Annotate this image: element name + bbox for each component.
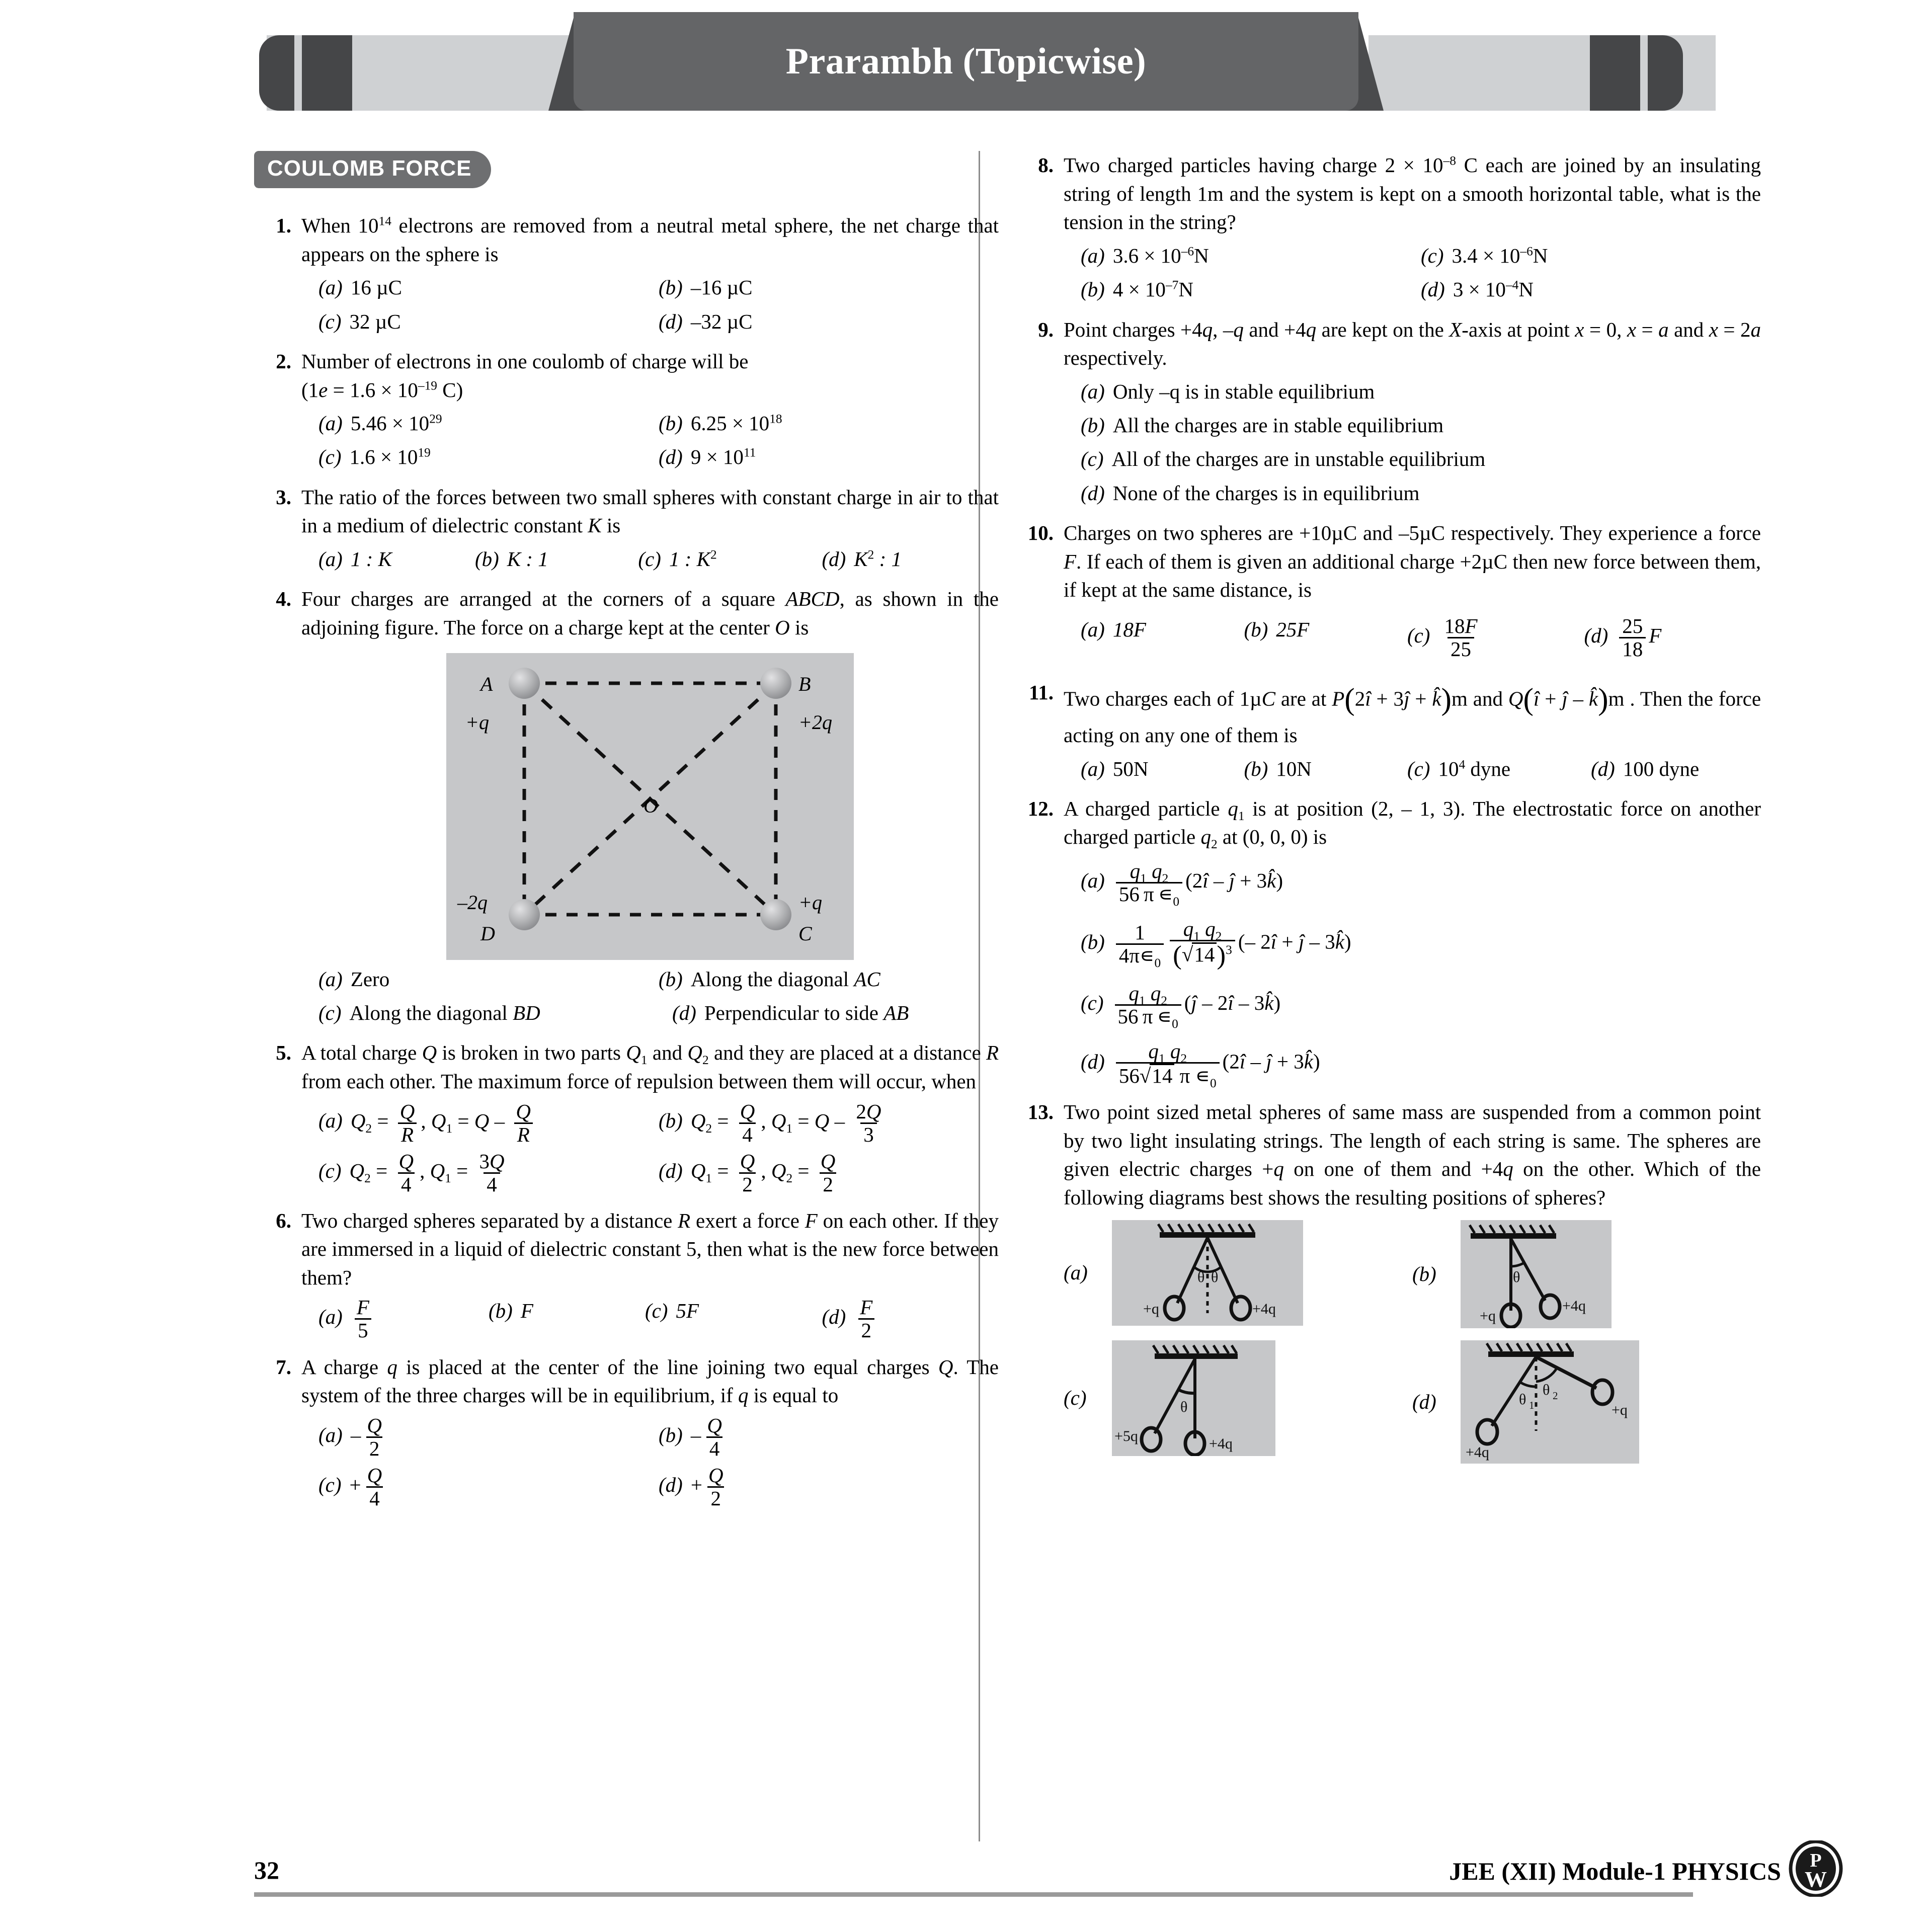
svg-text:+q: +q <box>1480 1307 1496 1324</box>
option-row <box>301 1101 999 1146</box>
question-text: Number of electrons in one coulomb of charge will be ($1e = 1.6 \times 10^{-19}$ C) (a) $5.46 \times 10^{29}$ (b) $6.25 \times 10^{18}$ (c) $1.6 \times 10^{19}$ (d) $9 \times 10^{11}$ <box>301 347 999 472</box>
options <box>1064 377 1761 508</box>
option-label: (a) <box>318 276 343 299</box>
svg-text:1: 1 <box>1529 1399 1535 1411</box>
option-label: (d) <box>659 1159 683 1182</box>
svg-text:θ: θ <box>1543 1381 1550 1398</box>
svg-text:+q: +q <box>1612 1401 1628 1418</box>
options <box>1064 615 1761 660</box>
options <box>301 545 999 574</box>
option-value: All the charges are in stable equilibrium <box>1112 414 1444 437</box>
diagram-cell-c <box>1064 1340 1412 1456</box>
vertex-label-A: A <box>480 672 493 695</box>
question-2 <box>254 347 999 472</box>
option-label: (c) <box>1407 623 1430 647</box>
option-c[interactable] <box>1407 755 1591 783</box>
option-value: $Q_2$ = $\frac{Q}{R}$ , $Q_1 = Q$ – $\frac{Q}{R}$ <box>351 1101 537 1146</box>
question-number: 5. <box>276 1041 291 1065</box>
option-value: $1.6 \times 10^{19}$ <box>349 445 431 469</box>
option-a[interactable] <box>301 1101 659 1146</box>
option-value: 5F <box>676 1299 699 1323</box>
pendulum-figure-b <box>1461 1220 1612 1328</box>
question-text: Charges on two spheres are +10µC and –5µC respectively. They experience a force F. If each of them is given an additional charge +2µC then new force between them, if kept at the same distance, is (a) 18F (b) 25F (c) $\frac{18F}{25}$ (d) $\frac{25}{18}$ F <box>1064 521 1761 661</box>
svg-text:+4q: +4q <box>1562 1297 1586 1314</box>
option-a[interactable] <box>1064 755 1244 783</box>
option-label: (b) <box>1081 414 1105 437</box>
svg-text:+4q: +4q <box>1466 1443 1489 1461</box>
option-label: (a) <box>318 1109 343 1133</box>
option-label: (a) <box>1081 757 1105 780</box>
charge-label-B: +2q <box>798 710 832 734</box>
svg-text:P: P <box>1810 1850 1822 1871</box>
question-12 <box>1016 794 1761 1091</box>
option-row <box>301 999 999 1027</box>
diagram-label-c: (c) <box>1064 1386 1087 1410</box>
svg-text:+4q: +4q <box>1209 1435 1233 1452</box>
option-value: –16 µC <box>690 276 753 299</box>
question-text: Two charged spheres separated by a distance R exert a force F on each other. If they are immersed in a liquid of dielectric constant 5, then what is the new force between them? (a) $\frac{F}{5}$ (b) F (c) 5F (d) $\frac{F}{2}$ <box>301 1209 999 1342</box>
option-b[interactable] <box>659 409 999 438</box>
option-row <box>1064 479 1761 508</box>
option-value: Perpendicular to side AB <box>704 1001 909 1024</box>
page-header-banner <box>0 0 1932 131</box>
option-b[interactable] <box>1244 615 1407 660</box>
vertex-label-D: D <box>480 922 495 945</box>
option-b[interactable] <box>1064 275 1421 304</box>
option-value: Along the diagonal BD <box>349 1001 540 1024</box>
page-footer <box>0 1826 1932 1932</box>
option-label: (a) <box>318 412 343 435</box>
option-value: Zero <box>350 967 390 991</box>
option-value: $6.25 \times 10^{18}$ <box>690 412 782 435</box>
option-value: $\frac{18F}{25}$ <box>1444 614 1478 661</box>
option-value: $Q_2$ = $\frac{Q}{4}$ , $Q_1 = Q$ – $\frac{2Q}{3}$ <box>690 1099 881 1146</box>
svg-text:+4q: +4q <box>1252 1300 1276 1317</box>
option-label: (c) <box>638 547 661 571</box>
option-a[interactable] <box>301 545 475 574</box>
svg-text:W: W <box>1805 1867 1827 1892</box>
option-row <box>1064 918 1761 970</box>
option-row <box>301 273 999 302</box>
option-b[interactable] <box>1064 411 1761 440</box>
option-label: (a) <box>1081 379 1105 403</box>
question-text: A total charge Q is broken in two parts $Q_1$ and $Q_2$ and they are placed at a distance R from each other. The maximum force of repulsion between them will occur, when (a) $Q_2$ = $\frac{Q}{R}$ , $Q_1 = Q$ – $\frac{Q}{R}$ (b) $Q_2$ = $\frac{Q}{4}$ , $Q_1 = Q$ – $\frac{2Q}{3}$ (c) $Q_2$ = $\frac{Q}{4}$ , $Q_1$ = $\frac{3Q}{4}$ (d) $Q_1$ = $\frac{Q}{2}$ , $Q_2$ = $\frac{Q}{2}$ <box>301 1041 999 1196</box>
option-value: 25F <box>1276 617 1310 641</box>
diagram-label-d: (d) <box>1412 1390 1436 1413</box>
banner-ribbon <box>574 12 1358 111</box>
center-label-O: O <box>643 794 658 817</box>
question-text: The ratio of the forces between two small spheres with constant charge in air to that in a medium of dielectric constant K is (a) 1 : K (b) K : 1 (c) 1 : $K^2$ (d) $K^2$ : 1 <box>301 483 999 574</box>
option-row <box>1064 859 1761 909</box>
option-b[interactable] <box>659 1415 999 1460</box>
option-row <box>301 1151 999 1195</box>
option-label: (a) <box>318 1423 343 1446</box>
option-value: Along the diagonal AC <box>690 967 880 991</box>
question-text: When $10^{14}$ electrons are removed from a neutral metal sphere, the net charge that appears on the sphere is (a) 16 µC (b) –16 µC (c) 32 µC (d) –32 µC <box>301 211 999 336</box>
svg-text:+q: +q <box>1143 1300 1159 1317</box>
option-label: (b) <box>659 1109 683 1133</box>
option-value: 1 : K <box>350 547 392 571</box>
option-label: (b) <box>659 276 683 299</box>
option-d[interactable] <box>659 1151 999 1195</box>
question-1 <box>254 211 999 336</box>
option-label: (b) <box>659 967 683 991</box>
topic-heading: COULOMB FORCE <box>254 151 491 188</box>
option-label: (d) <box>1584 623 1608 647</box>
option-b[interactable] <box>659 273 999 302</box>
option-value: F <box>520 1299 533 1323</box>
svg-text:+5q: +5q <box>1114 1427 1138 1444</box>
option-b[interactable] <box>489 1297 645 1341</box>
option-a[interactable] <box>1064 242 1421 270</box>
option-value: $K^2$ : 1 <box>854 547 902 571</box>
option-b[interactable] <box>1244 755 1407 783</box>
pendulum-diagram-group <box>1064 1220 1761 1464</box>
question-text: Point charges +4q, –q and +4q are kept on the X-axis at point x = 0, x = a and x = 2a respectively. (a) Only –q is in stable equilibrium (b) All the charges are in stable equilibrium (c) All of the charges are in unstable equilibrium (d) None of the charges is in equilibrium <box>1064 315 1761 508</box>
option-a[interactable] <box>301 965 659 994</box>
option-label: (d) <box>822 547 846 571</box>
option-value: Only –q is in stable equilibrium <box>1112 379 1375 403</box>
option-value: 18F <box>1112 617 1146 641</box>
option-d[interactable] <box>1064 1039 1761 1091</box>
option-value: 10N <box>1276 757 1312 780</box>
option-label: (d) <box>659 309 683 333</box>
option-b[interactable] <box>475 545 638 574</box>
question-text: Four charges are arranged at the corners of a square ABCD, as shown in the adjoining figure. The force on a charge kept at the center O is A B C D +q +2q +q –2q O (a) Zero (b) Along the diagonal AC (c) Along the diagonal BD (d) Perpendicular to side AB <box>301 585 999 1027</box>
option-value: $\frac{q_1 q_2}{56 \pi ∊_0}$ (2î – ĵ + 3k̂) <box>1113 860 1283 905</box>
option-d[interactable] <box>659 307 999 336</box>
option-label: (d) <box>1081 481 1105 505</box>
option-row <box>1064 755 1761 783</box>
diagram-label-a: (a) <box>1064 1261 1088 1284</box>
pendulum-figure-a <box>1112 1220 1303 1326</box>
charge-label-A: +q <box>465 710 489 734</box>
options <box>301 1297 999 1341</box>
option-label: (a) <box>1081 244 1105 267</box>
option-c[interactable] <box>301 1465 659 1509</box>
option-label: (c) <box>1081 447 1104 471</box>
option-value: None of the charges is in equilibrium <box>1112 481 1420 505</box>
option-label: (c) <box>318 445 342 469</box>
option-row <box>1064 982 1761 1031</box>
option-row <box>1064 242 1761 270</box>
option-label: (c) <box>318 1001 342 1024</box>
option-row <box>301 443 999 471</box>
option-value: $4 \times 10^{-7}N$ <box>1112 278 1193 301</box>
option-value: $Q_1$ = $\frac{Q}{2}$ , $Q_2$ = $\frac{Q}{2}$ <box>690 1149 836 1196</box>
option-c[interactable] <box>301 443 659 471</box>
question-3 <box>254 483 999 574</box>
question-text: Two point sized metal spheres of same mass are suspended from a common point by two light insulating strings. The length of each string is same. The spheres are given electric charges +q on one of them and +4q on the other. Which of the following diagrams best shows the resulting positions of spheres? (a) θ θ +q +4q (b) θ +q +4q (c) θ +5q +4q (d) θ 1 θ 2 +4q +q <box>1064 1098 1761 1463</box>
option-value: $\frac{F}{2}$ <box>854 1297 878 1341</box>
option-value: 50N <box>1112 757 1149 780</box>
options <box>1064 859 1761 1091</box>
option-value: – $\frac{Q}{4}$ <box>690 1413 722 1460</box>
option-row <box>301 307 999 336</box>
option-row <box>301 409 999 438</box>
option-value: $10^4$ dyne <box>1438 757 1511 780</box>
option-label: (d) <box>1421 278 1445 301</box>
svg-text:θ: θ <box>1180 1398 1188 1415</box>
option-d[interactable] <box>1584 615 1761 660</box>
option-c[interactable] <box>638 545 822 574</box>
option-label: (b) <box>1081 278 1105 301</box>
footer-rule <box>254 1892 1693 1897</box>
option-c[interactable] <box>645 1297 822 1341</box>
question-7 <box>254 1353 999 1509</box>
option-label: (d) <box>659 1473 683 1496</box>
option-value: $\frac{q_1 q_2}{56 \pi ∊_0}$ (ĵ – 2î – 3k̂) <box>1112 983 1281 1027</box>
diagram-row <box>1064 1220 1761 1328</box>
question-13 <box>1016 1098 1761 1463</box>
option-row <box>1064 411 1761 440</box>
option-value: + $\frac{Q}{4}$ <box>349 1463 382 1510</box>
option-a[interactable] <box>1064 615 1244 660</box>
option-label: (d) <box>672 1001 696 1024</box>
diagram-cell-a <box>1064 1220 1412 1326</box>
option-label: (c) <box>1407 757 1430 780</box>
question-8 <box>1016 151 1761 304</box>
question-text: A charged particle $q_1$ is at position (2, – 1, 3). The electrostatic force on another charged particle $q_2$ at (0, 0, 0) is (a) $\frac{q_1 q_2}{56 \pi ∊_0}$ (2î – ĵ + 3k̂) (b) $\frac{1}{4\pi∊_0}$ $\frac{q_1 q_2}{(√14)^3}$ (– 2î + ĵ – 3k̂) (c) $\frac{q_1 q_2}{56 \pi ∊_0}$ (ĵ – 2î – 3k̂) (d) $\frac{q_1 q_2}{56√14 \pi ∊_0}$ (2î – ĵ + 3k̂) <box>1064 796 1761 1091</box>
banner-endcap-right-inner <box>1590 35 1640 111</box>
options <box>301 273 999 336</box>
banner-endcap-left-inner <box>302 35 352 111</box>
option-label: (d) <box>822 1305 846 1329</box>
option-label: (c) <box>318 309 342 333</box>
option-label: (d) <box>1081 1050 1105 1073</box>
option-c[interactable] <box>1064 445 1761 473</box>
option-row <box>301 965 999 994</box>
footer-book-title: JEE (XII) Module-1 PHYSICS <box>1449 1857 1781 1885</box>
option-value: $\frac{F}{5}$ <box>351 1297 375 1341</box>
option-row <box>1064 615 1761 660</box>
option-value: $5.46 \times 10^{29}$ <box>350 412 442 435</box>
question-4 <box>254 585 999 1027</box>
option-label: (b) <box>1081 930 1105 953</box>
pw-logo-icon <box>1788 1840 1844 1897</box>
option-label: (b) <box>1244 617 1268 641</box>
option-label: (c) <box>1081 991 1104 1015</box>
option-row <box>1064 1039 1761 1091</box>
option-d[interactable] <box>822 1297 999 1341</box>
svg-text:2: 2 <box>1553 1389 1558 1402</box>
option-row <box>301 545 999 574</box>
option-label: (d) <box>1590 757 1615 780</box>
page-number: 32 <box>254 1856 279 1884</box>
option-row <box>1064 445 1761 473</box>
option-a[interactable] <box>301 273 659 302</box>
option-label: (c) <box>645 1299 668 1323</box>
vertex-label-C: C <box>798 922 812 945</box>
option-row <box>301 1415 999 1460</box>
option-c[interactable] <box>301 307 659 336</box>
option-d[interactable] <box>1064 479 1761 508</box>
option-value: + $\frac{Q}{2}$ <box>690 1463 723 1510</box>
question-number: 13. <box>1027 1100 1054 1124</box>
question-number: 12. <box>1027 796 1054 820</box>
page-title: Prarambh (Topicwise) <box>785 40 1147 82</box>
right-column <box>1016 151 1761 1464</box>
charge-ball-C <box>760 899 791 930</box>
option-label: (a) <box>318 1305 343 1329</box>
option-d[interactable] <box>672 999 999 1027</box>
option-a[interactable] <box>1064 377 1761 406</box>
option-a[interactable] <box>1064 859 1761 909</box>
option-label: (a) <box>318 547 343 571</box>
option-value: 16 µC <box>350 276 403 299</box>
option-value: $3.4 \times 10^{-6}N$ <box>1452 244 1548 267</box>
charge-label-C: +q <box>798 891 822 914</box>
option-row <box>1064 377 1761 406</box>
svg-text:θ: θ <box>1513 1268 1520 1285</box>
question-number: 11. <box>1029 681 1054 704</box>
option-label: (d) <box>659 445 683 469</box>
diagram-row <box>1064 1340 1761 1464</box>
option-b[interactable] <box>659 965 999 994</box>
charge-ball-A <box>509 668 540 699</box>
option-c[interactable] <box>1407 615 1584 660</box>
option-label: (a) <box>318 967 343 991</box>
option-d[interactable] <box>659 1465 999 1509</box>
pendulum-figure-c <box>1112 1340 1275 1456</box>
question-number: 8. <box>1038 153 1054 177</box>
options <box>301 1101 999 1195</box>
option-value: $9 \times 10^{11}$ <box>690 445 756 469</box>
question-text: Two charges each of 1µC are at P(2î + 3ĵ + k̂)m and Q(î + ĵ – k̂)m . Then the force acting on any one of them is (a) 50N (b) 10N (c) $10^4$ dyne (d) 100 dyne <box>1064 678 1761 783</box>
charge-ball-B <box>760 668 791 699</box>
question-10 <box>1016 519 1761 660</box>
diagram-cell-b <box>1412 1220 1761 1328</box>
option-d[interactable] <box>1591 755 1761 783</box>
question-number: 4. <box>276 587 291 611</box>
diagram-cell-d <box>1412 1340 1761 1464</box>
left-column <box>254 151 999 1509</box>
option-row <box>1064 275 1761 304</box>
banner-endcap-right-outer <box>1648 35 1683 111</box>
options <box>301 1415 999 1509</box>
option-value: $\frac{25}{18}$ F <box>1616 615 1661 660</box>
question-text: A charge q is placed at the center of the line joining two equal charges Q. The system of the three charges will be in equilibrium, if q is equal to (a) – $\frac{Q}{2}$ (b) – $\frac{Q}{4}$ (c) + $\frac{Q}{4}$ (d) + $\frac{Q}{2}$ <box>301 1355 999 1510</box>
svg-text:θ: θ <box>1197 1268 1205 1285</box>
vertex-label-B: B <box>798 672 811 695</box>
option-value: $3.6 \times 10^{-6}N$ <box>1112 244 1209 267</box>
option-value: –32 µC <box>690 309 753 333</box>
option-value: $\frac{1}{4\pi∊_0}$ $\frac{q_1 q_2}{(√14)^3}$ (– 2î + ĵ – 3k̂) <box>1113 918 1351 970</box>
option-label: (b) <box>474 547 499 571</box>
options <box>301 409 999 472</box>
question-5 <box>254 1038 999 1195</box>
question-6 <box>254 1206 999 1342</box>
question-stem: Number of electrons in one coulomb of charge will be <box>301 349 749 373</box>
options <box>1064 755 1761 783</box>
pendulum-figure-d <box>1461 1340 1639 1464</box>
option-label: (a) <box>1081 869 1105 892</box>
option-row <box>301 1297 999 1341</box>
option-label: (c) <box>318 1473 342 1496</box>
option-value: 32 µC <box>349 309 401 333</box>
option-c[interactable] <box>301 999 672 1027</box>
charge-label-D: –2q <box>457 891 488 914</box>
option-a[interactable] <box>301 409 659 438</box>
option-row <box>301 1465 999 1509</box>
option-label: (c) <box>318 1159 342 1182</box>
question-number: 2. <box>276 349 291 373</box>
question-9 <box>1016 315 1761 508</box>
option-b[interactable] <box>1064 918 1761 970</box>
option-value: $3 \times 10^{-4}N$ <box>1453 278 1534 301</box>
option-value: 100 dyne <box>1623 757 1700 780</box>
option-c[interactable] <box>1064 982 1761 1031</box>
option-label: (b) <box>1244 757 1268 780</box>
option-a[interactable] <box>301 1297 489 1341</box>
option-c[interactable] <box>301 1151 659 1195</box>
option-label: (a) <box>1081 617 1105 641</box>
charge-ball-D <box>509 899 540 930</box>
option-label: (b) <box>489 1299 513 1323</box>
question-number: 6. <box>276 1209 291 1232</box>
question-11 <box>1016 678 1761 783</box>
option-value: – $\frac{Q}{2}$ <box>350 1413 382 1460</box>
option-b[interactable] <box>659 1101 999 1146</box>
option-label: (c) <box>1421 244 1444 267</box>
option-label: (b) <box>659 1423 683 1446</box>
question-number: 9. <box>1038 317 1054 341</box>
option-value: All of the charges are in unstable equilibrium <box>1111 447 1486 471</box>
option-value: $\frac{q_1 q_2}{56√14 \pi ∊_0}$ (2î – ĵ + 3k̂) <box>1113 1040 1320 1087</box>
option-value: 1 : $K^2$ <box>669 547 717 571</box>
question-number: 7. <box>276 1355 291 1379</box>
option-value: $Q_2$ = $\frac{Q}{4}$ , $Q_1$ = $\frac{3Q}{4}$ <box>349 1149 505 1196</box>
options <box>301 965 999 1028</box>
option-a[interactable] <box>301 1415 659 1460</box>
option-d[interactable] <box>1421 275 1761 304</box>
option-value: K : 1 <box>507 547 548 571</box>
question-text: Two charged particles having charge $2 \times 10^{-8}$ C each are joined by an insulating string of length 1m and the system is kept on a smooth horizontal table, what is the tension in the string? (a) $3.6 \times 10^{-6}N$ (c) $3.4 \times 10^{-6}N$ (b) $4 \times 10^{-7}N$ (d) $3 \times 10^{-4}N$ <box>1064 151 1761 304</box>
svg-text:θ: θ <box>1211 1268 1219 1285</box>
square-abcd-figure <box>446 653 854 960</box>
options <box>1064 242 1761 304</box>
svg-text:θ: θ <box>1519 1391 1526 1408</box>
option-label: (b) <box>659 412 683 435</box>
option-c[interactable] <box>1421 242 1761 270</box>
question-number: 10. <box>1027 521 1054 545</box>
banner-endcap-left-outer <box>259 35 294 111</box>
question-number: 3. <box>276 485 291 509</box>
option-d[interactable] <box>822 545 999 574</box>
option-d[interactable] <box>659 443 999 471</box>
diagram-label-b: (b) <box>1412 1262 1436 1285</box>
question-number: 1. <box>276 214 291 237</box>
